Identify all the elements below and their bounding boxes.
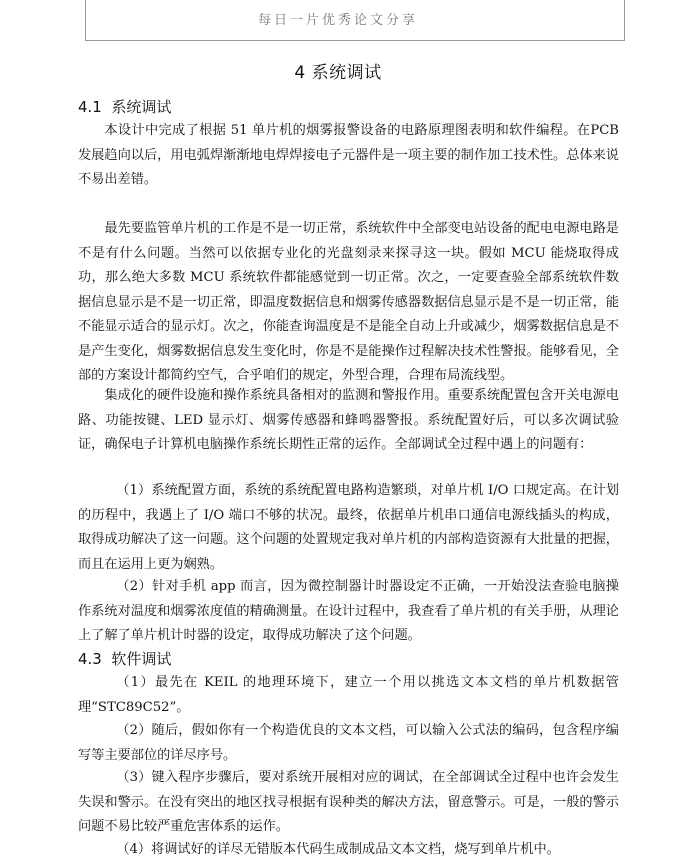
paragraph: （1）最先在 KEIL 的地理环境下，建立一个用以挑选文本文档的单片机数据管理“STC89C52”。 [78, 675, 619, 715]
header-rule [85, 40, 625, 41]
running-header-title: 每日一片优秀论文分享 [257, 13, 418, 28]
paragraph: （1）系统配置方面，系统的系统配置电路构造繁琐，对单片机 I/O 口规定高。在计划的历程中，我遇上了 I/O 端口不够的状况。最终，依据单片机串口通信电源线插头的构成，取得成功解决了这一问题。这个问题的处置规定我对单片机的内部构造资源有大批量的把握，而且在运用上更为娴熟。 [78, 483, 619, 572]
paragraph: （2）针对手机 app 而言，因为微控制器计时器设定不正确，一开始没法查验电脑操作系统对温度和烟雾浓度值的精确测量。在设计过程中，我查看了单片机的有关手册，从理论上了解了单片机计时器的设定，取得成功解决了这个问题。 [78, 579, 619, 643]
paragraph: 集成化的硬件设施和操作系统具备相对的监测和警报作用。重要系统配置包含开关电源电路、功能按键、LED 显示灯、烟雾传感器和蜂鸣器警报。系统配置好后，可以多次调试验证，确保电子计算机电脑操作系统长期性正常的运作。全部调试全过程中遇上的问题有： [78, 388, 619, 452]
paragraph: （3）键入程序步骤后，要对系统开展相对应的调试，在全部调试全过程中也许会发生失误和警示。在没有突出的地区找寻根据有误种类的解决方法，留意警示。可是，一般的警示问题不易比较严重危害体系的运作。 [78, 770, 619, 834]
header-left-tick [85, 0, 86, 41]
section-heading-4-3: 4.3 软件调试 [78, 650, 172, 668]
header-right-tick [624, 0, 625, 41]
chapter-title: 4 系统调试 [294, 63, 382, 83]
paragraph: 本设计中完成了根据 51 单片机的烟雾报警设备的电路原理图表明和软件编程。在PCB 发展趋向以后，用电弧焊渐渐地电焊焊接电子元器件是一项主要的制作加工技术性。总体来说不易出差错。 [78, 123, 619, 187]
paragraph: 最先要监管单片机的工作是不是一切正常，系统软件中全部变电站设备的配电电源电路是不是有什么问题。当然可以依据专业化的光盘刻录来探寻这一块。假如 MCU 能烧取得成功，那么绝大多数 MCU 系统软件都能感觉到一切正常。次之，一定要查验全部系统软件数据信息显示是不是一切正常，即温度数据信息和烟雾传感器数据信息显示是不是一切正常，能不能显示适合的显示灯。次之，你能查询温度是不是能全自动上升或减少，烟雾数据信息是不是产生变化，烟雾数据信息发生变化时，你是不是能操作过程解决技术性警报。能够看见，全部的方案设计都简约空气，合乎咱们的规定，外型合理，合理布局流线型。 [78, 221, 619, 383]
paragraph: （2）随后，假如你有一个构造优良的文本文档，可以输入公式法的编码，包含程序编写等主要部位的详尽序号。 [78, 723, 619, 763]
paragraph: （4）将调试好的详尽无错版本代码生成制成品文本文档，烧写到单片机中。 [116, 842, 560, 857]
section-heading-4-1: 4.1 系统调试 [78, 98, 172, 116]
